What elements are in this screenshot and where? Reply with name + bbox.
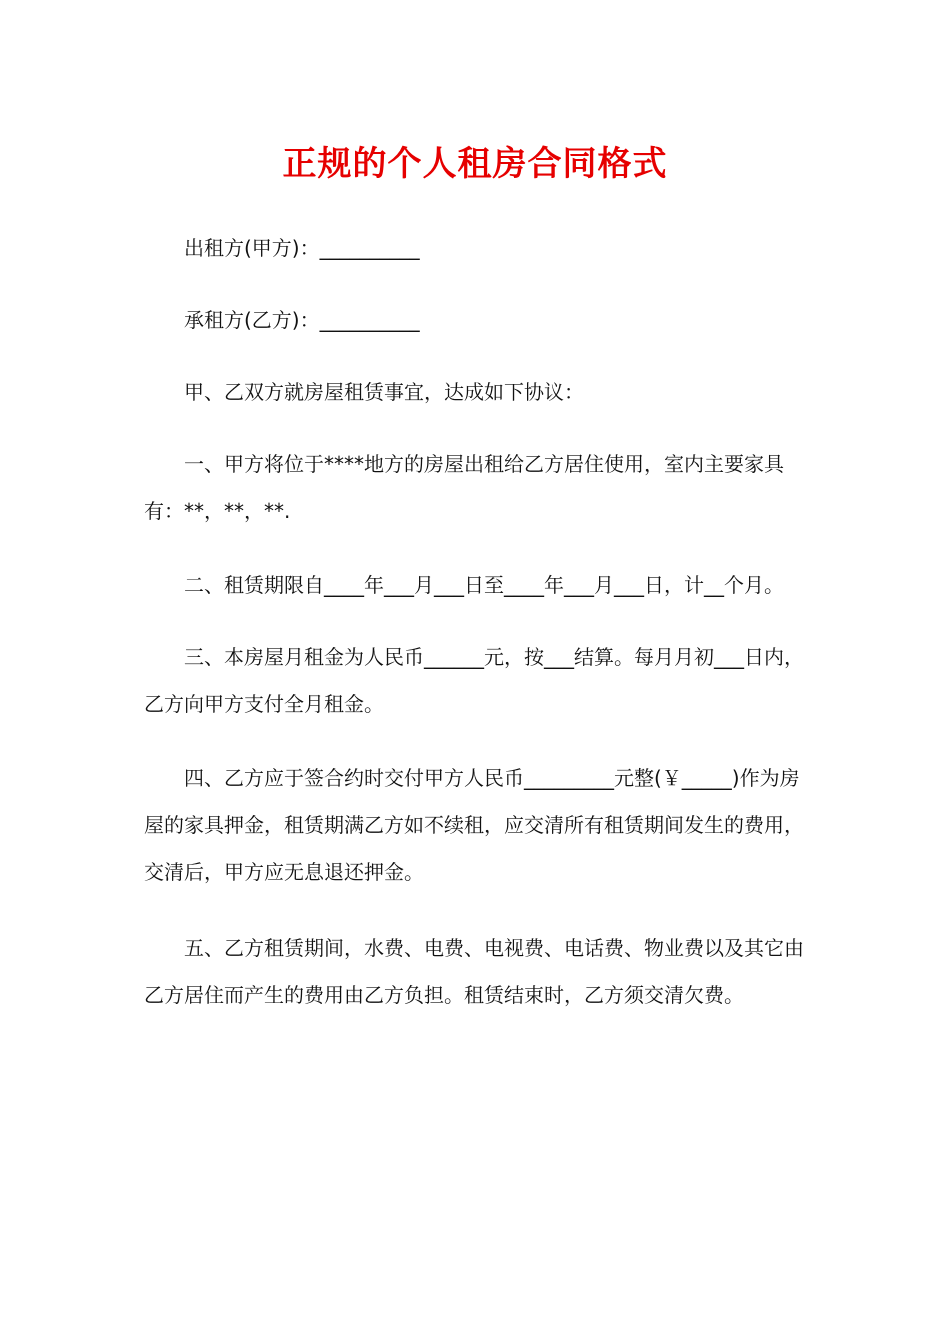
- clause-3: 三、本房屋月租金为人民币______元，按___结算。每月月初___日内，乙方向甲方支付全月租金。: [144, 645, 804, 716]
- clause-1: 一、甲方将位于****地方的房屋出租给乙方居住使用，室内主要家具有：**，**，**.: [144, 452, 784, 523]
- document-title: 正规的个人租房合同格式: [282, 144, 668, 184]
- lessee-line: 承租方(乙方)：__________: [184, 308, 420, 332]
- lessor-line: 出租方(甲方)：__________: [184, 236, 420, 260]
- clause-4: 四、乙方应于签合约时交付甲方人民币_________元整(￥_____)作为房屋的家具押金，租赁期满乙方如不续租，应交清所有租赁期间发生的费用，交清后，甲方应无息退还押金。: [144, 766, 804, 884]
- agreement-intro: 甲、乙双方就房屋租赁事宜，达成如下协议：: [184, 380, 584, 404]
- clause-2: 二、租赁期限自____年___月___日至____年___月___日，计__个月。: [184, 573, 784, 597]
- clause-5: 五、乙方租赁期间，水费、电费、电视费、电话费、物业费以及其它由乙方居住而产生的费用由乙方负担。租赁结束时，乙方须交清欠费。: [144, 936, 804, 1007]
